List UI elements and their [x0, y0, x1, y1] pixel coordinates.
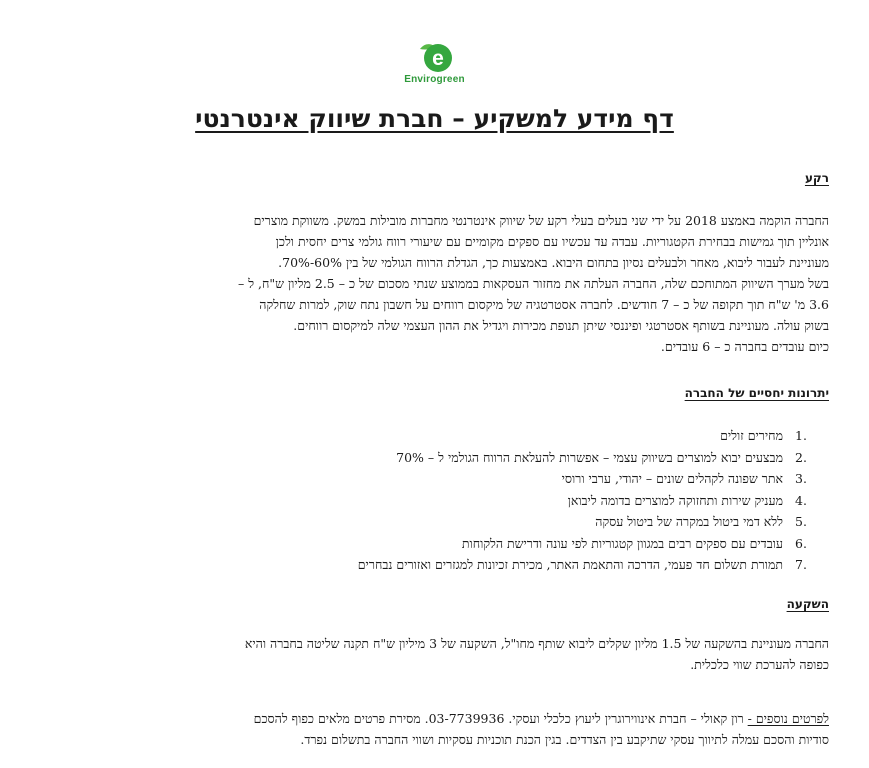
- background-line: מעוניינת לעבור ליבוא, מאחר ולבעלים נסיון בתחום היבוא. באמצעות כך, הגדלת הרווח הגולמי של בין 60%-70%.: [278, 255, 829, 270]
- contact-details: רון קאולי – חברת אינווירוגרין ליעוץ כלכלי ועסקי. 03-7739936. מסירת פרטים מלאים כפוף להסכם: [253, 711, 748, 726]
- list-item: [29, 533, 829, 555]
- investment-heading: השקעה: [786, 597, 829, 611]
- logo-text: Envirogreen: [404, 74, 465, 85]
- list-item: [29, 490, 829, 512]
- contact-line: [29, 708, 829, 729]
- list-item-text: תמורת תשלום חד פעמי, הדרכה והתאמת האתר, מכירת זכיונות למגזרים ואזורים נבחרים: [357, 557, 783, 572]
- list-item: [29, 425, 829, 447]
- investment-paragraph: [29, 633, 829, 675]
- list-item: [29, 554, 829, 576]
- list-item-text: ללא דמי ביטול במקרה של ביטול עסקה: [595, 514, 783, 529]
- list-item-text: מחירים זולים: [720, 428, 783, 443]
- background-line: אונליין תוך גמישות בבחירת הקטגוריות. עבדה עד עכשיו עם ספקים מקומיים עם שיעורי רווח גולמי צרים יחסית ולכן: [275, 234, 829, 249]
- list-item-text: מעניק שירות ותחזוקה למוצרים בדומה ליבואן: [567, 492, 783, 508]
- contact-line: סודיות והסכם עמלה לתיווך עסקי שתיקבע בין הצדדים. בגין הכנת תוכניות עסקיות ושווי החברה בתשלום נפרד.: [300, 732, 829, 747]
- list-item-number: 7.: [795, 557, 807, 572]
- advantages-list-wrapper: [29, 425, 829, 576]
- list-item-number: 1.: [795, 428, 807, 443]
- list-item: [29, 511, 829, 533]
- background-paragraph: [29, 210, 829, 357]
- investment-section: [29, 597, 829, 611]
- list-item-number: 6.: [795, 535, 807, 551]
- list-item-number: 4.: [795, 492, 807, 508]
- list-item-text: מבצעים יבוא למוצרים בשיווק עצמי – אפשרות להעלאת הרווח הגולמי ל – 70%: [396, 449, 783, 465]
- background-heading: רקע: [804, 171, 829, 185]
- investment-line: כפופה להערכת שווי כלכלית.: [690, 657, 829, 672]
- envirogreen-logo-icon: [414, 40, 456, 74]
- logo-letter: e: [431, 47, 444, 70]
- company-logo: [0, 40, 869, 85]
- contact-paragraph: [29, 708, 829, 750]
- list-item-text: עובדים עם ספקים רבים במגוון קטגוריות לפי עונה ודרישת הלקוחות: [461, 535, 783, 551]
- list-item-number: 3.: [795, 471, 807, 486]
- list-item-text: אתר שפונה לקהלים שונים – יהודי, ערבי ורוסי: [561, 471, 783, 486]
- page-title: דף מידע למשקיע – חברת שיווק אינטרנטי: [195, 104, 674, 133]
- background-line: 3.6 מ' ש"ח תוך תקופה של כ – 7 חודשים. לחברה אסטרטגיה של מיקסום רווחים על חשבון נתח שוק, למרות שחלקה: [259, 297, 829, 312]
- contact-label: לפרטים נוספים -: [747, 711, 829, 726]
- background-line: כיום עובדים בחברה כ – 6 עובדים.: [660, 339, 829, 354]
- list-item: [29, 447, 829, 469]
- background-line: החברה הוקמה באמצע 2018 על ידי שני בעלים בעלי רקע של שיווק אינטרנטי מחברות מובילות במשק. משווקת מוצרים: [253, 213, 829, 228]
- list-item-number: 5.: [795, 514, 807, 529]
- background-line: בשל מערך השיווק המתוחכם שלה, החברה העלתה את מחזור העסקאות בממוצע שנתי מסכום של כ – 2.5 מליון ש"ח, ל –: [237, 276, 829, 291]
- advantages-heading: יתרונות יחסיים של החברה: [684, 386, 829, 400]
- list-item-number: 2.: [795, 449, 807, 465]
- background-section: [29, 171, 829, 185]
- background-line: בשוק עולה. מעוניינת בשותף אסטרטגי ופיננסי שיתן תנופת מכירות ויגדיל את ההון העצמי שלה למיקסום רווחים.: [293, 318, 829, 333]
- list-item: [29, 468, 829, 490]
- investment-line: החברה מעוניינת בהשקעה של 1.5 מליון שקלים ליבוא שותף מחו"ל, השקעה של 3 מיליון ש"ח תקנה שליטה בחברה והיא: [244, 636, 829, 651]
- advantages-section: [29, 386, 829, 400]
- advantages-list: [29, 425, 829, 576]
